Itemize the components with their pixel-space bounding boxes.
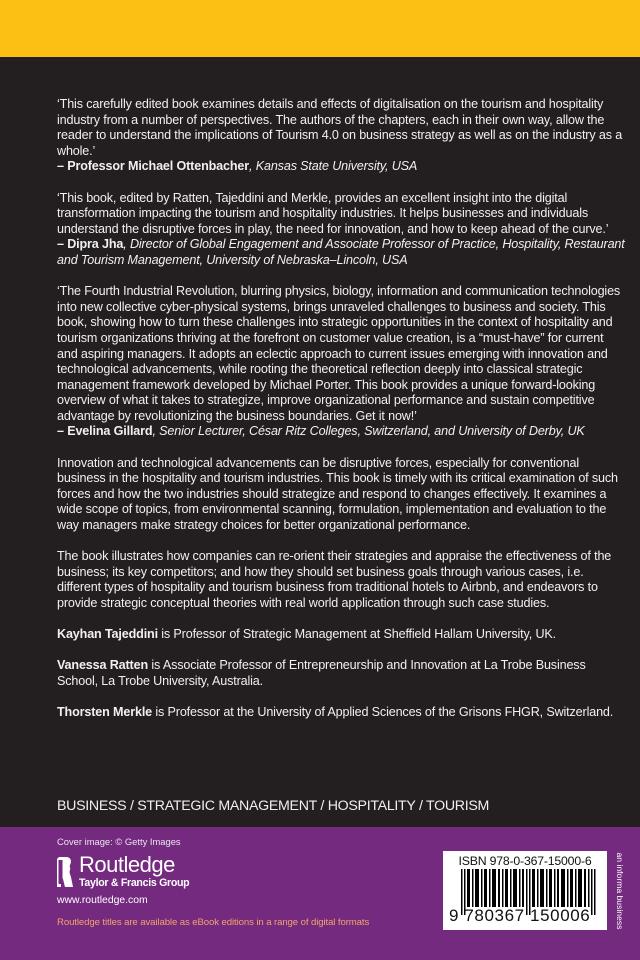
editor-bio-text: is Professor at the University of Applied Sciences of the Grisons FHGR, Switzerland. [152,705,614,720]
endorsement [57,284,627,440]
endorsement [57,97,627,175]
cover-image-credit: Cover image: © Getty Images [57,836,181,847]
barcode-digits: 9 780367 150006 [449,906,591,925]
endorser-name: – Dipra Jha [57,237,124,252]
routledge-head-icon [57,857,73,887]
publisher-website[interactable]: www.routledge.com [57,895,148,906]
endorser-affiliation: , Director of Global Engagement and Associate Professor of Practice, Hospitality, Restaurant and Tourism Management, University of Nebraska–Lincoln, USA [57,237,625,267]
endorsement-quote: ‘This book, edited by Ratten, Tajeddini and Merkle, provides an excellent insight into the digital transformation impacting the tourism and hospitality industries. It helps businesses and individuals understand the disruptive forces in play, the need for innovation, and how to keep ahead of the curve.’ [57,190,609,236]
editor-name: Thorsten Merkle [57,705,153,720]
informa-text: an informa business [615,852,625,930]
editor-bio-text: is Associate Professor of Entrepreneurship and Innovation at La Trobe Business School, La Trobe University, Australia. [57,658,586,688]
publisher-group: Taylor & Francis Group [79,877,190,889]
editor-bio [57,705,627,721]
endorsement-quote: ‘This carefully edited book examines details and effects of digitalisation on the tourism and hospitality industry from a number of perspectives. The authors of the chapters, each in their own way, allow the reader to understand the implications of Tourism 4.0 on business strategy as well as on the industry as a whole.’ [57,97,623,158]
ebook-availability-note: Routledge titles are available as eBook editions in a range of digital formats [57,917,370,928]
editor-bio [57,658,627,689]
endorser-affiliation: , Kansas State University, USA [249,159,418,174]
description-paragraph: The book illustrates how companies can re-orient their strategies and appraise the effectiveness of the business; its key competitors; and how they should set business goals through various cases, i.e. different types of hospitality and tourism business from traditional hotels to Airbnb, and endeavors to provide strategic conceptual theories with real world application through such case studies. [57,549,612,610]
isbn-label: ISBN 978-0-367-15000-6 [458,854,592,868]
editor-name: Vanessa Ratten [57,658,149,673]
editor-bio [57,627,627,643]
endorsement-quote: ‘The Fourth Industrial Revolution, blurring physics, biology, information and communication technologies into new collective cyber-physical systems, brings unraveled challenges to business and society. This book, showing how to turn these challenges into strategic opportunities in the context of hospitality and tourism organizations thriving at the forefront on customer value creation, is a “must-have” for current and aspiring managers. It adopts an eclectic approach to current issues emerging with innovation and technological advancements, while rooting the theoretical reflection deeply into classical strategic management framework developed by Michael Porter. This book provides a unique forward-looking overview of what it takes to strategize, improve organizational performance and sustain competitive advantage by revolutionizing the business boundaries. Get it now!’ [57,284,621,423]
endorser-name: – Professor Michael Ottenbacher [57,159,250,174]
editor-name: Kayhan Tajeddini [57,627,158,642]
endorser-affiliation: , Senior Lecturer, César Ritz Colleges, Switzerland, and University of Derby, UK [152,424,585,439]
routledge-logo [57,852,190,891]
top-color-band [0,0,640,57]
back-cover-text [57,97,627,736]
endorsement [57,191,627,269]
subject-categories: BUSINESS / STRATEGIC MANAGEMENT / HOSPITALITY / TOURISM [57,798,490,814]
description-paragraph: Innovation and technological advancements can be disruptive forces, especially for conventional business in the hospitality and tourism industries. This book is timely with its critical examination of such forces and how the two industries should strategize and respond to changes effectively. It examines a wide scope of topics, from environmental scanning, formulation, implementation and evaluation to the way managers make strategy choices for better organizational performance. [57,455,618,533]
informa-business-label [612,848,626,936]
isbn-barcode [443,851,607,930]
editor-bio-text: is Professor of Strategic Management at Sheffield Hallam University, UK. [157,627,556,642]
endorser-name: – Evelina Gillard [57,424,153,439]
publisher-name: Routledge [79,852,175,877]
